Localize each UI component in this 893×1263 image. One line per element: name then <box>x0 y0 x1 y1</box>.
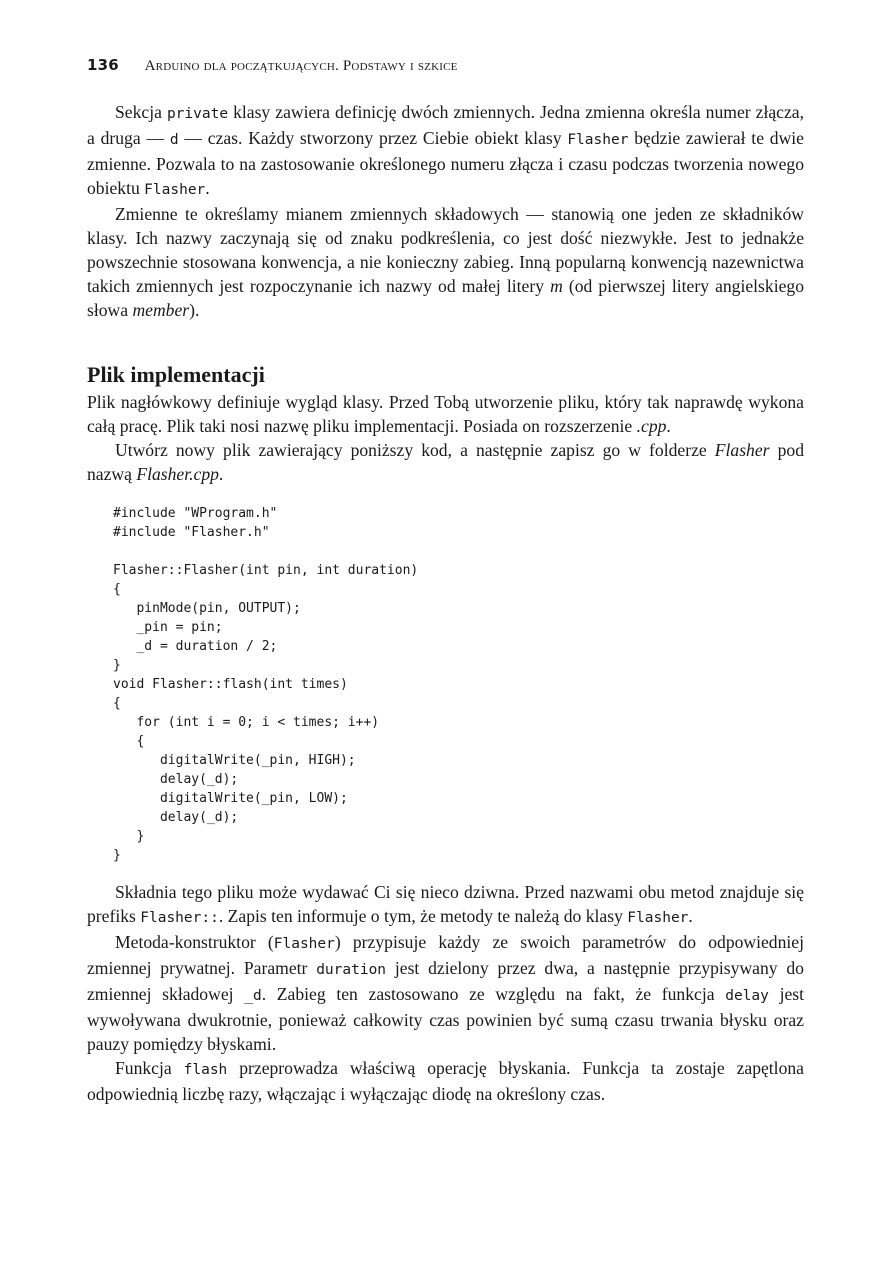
paragraph-member-variables: Zmienne te określamy mianem zmiennych składowych — stanowią one jeden ze składników klasy. Ich nazwy zaczynają się od znaku podkreślenia, co jest dość niezwykłe. Jest to jednakże powszechnie stosowana konwencja, a nie konieczny zabieg. Inną popularną konwencją nazewnictwa takich zmiennych jest rozpoczynanie ich nazwy od małej litery m (od pierwszej litery angielskiego słowa member). <box>87 204 804 320</box>
paragraph-implementation-file: Plik nagłówkowy definiuje wygląd klasy. Przed Tobą utworzenie pliku, który tak naprawdę wykona całą pracę. Plik taki nosi nazwę pliku implementacji. Posiada on rozszerzenie .cpp. <box>87 392 804 436</box>
explanation-text <box>87 880 804 1106</box>
paragraph-syntax: Składnia tego pliku może wydawać Ci się nieco dziwna. Przed nazwami obu metod znajduje się prefiks Flasher::. Zapis ten informuje o tym, że metody te należą do klasy Flasher. <box>87 882 804 926</box>
page-header <box>87 56 458 75</box>
paragraph-create-file: Utwórz nowy plik zawierający poniższy kod, a następnie zapisz go w folderze Flasher pod nazwą Flasher.cpp. <box>87 440 804 484</box>
page-number: 136 <box>87 56 119 74</box>
intro-text <box>87 100 804 322</box>
code-listing: #include "WProgram.h" #include "Flasher.h" Flasher::Flasher(int pin, int duration) { pinMode(pin, OUTPUT); _pin = pin; _d = duration / 2; } void Flasher::flash(int times) { for (int i = 0; i < times; i++) { digitalWrite(_pin, HIGH); delay(_d); digitalWrite(_pin, LOW); delay(_d); } } <box>113 506 419 863</box>
paragraph-constructor: Metoda-konstruktor (Flasher) przypisuje każdy ze swoich parametrów do odpowiedniej zmiennej prywatnej. Parametr duration jest dzielony przez dwa, a następnie przypisywany do zmiennej składowej _d. Zabieg ten zastosowano ze względu na fakt, że funkcja delay jest wywoływana dwukrotnie, ponieważ całkowity czas powinien być sumą czasu trwania błysku oraz pauzy pomiędzy błyskami. <box>87 932 804 1054</box>
implementation-text <box>87 390 804 486</box>
running-title: Arduino dla początkujących. Podstawy i szkice <box>144 58 458 74</box>
paragraph-private-section: Sekcja private klasy zawiera definicję dwóch zmiennych. Jedna zmienna określa numer złącza, a druga — d — czas. Każdy stworzony przez Ciebie obiekt klasy Flasher będzie zawierał te dwie zmienne. Pozwala to na zastosowanie określonego numeru złącza i czasu podczas tworzenia nowego obiektu Flasher. <box>87 102 804 198</box>
section-heading: Plik implementacji <box>87 362 265 387</box>
paragraph-flash-function: Funkcja flash przeprowadza właściwą operację błyskania. Funkcja ta zostaje zapętlona odpowiednią liczbę razy, włączając i wyłączając diodę na określony czas. <box>87 1058 804 1104</box>
